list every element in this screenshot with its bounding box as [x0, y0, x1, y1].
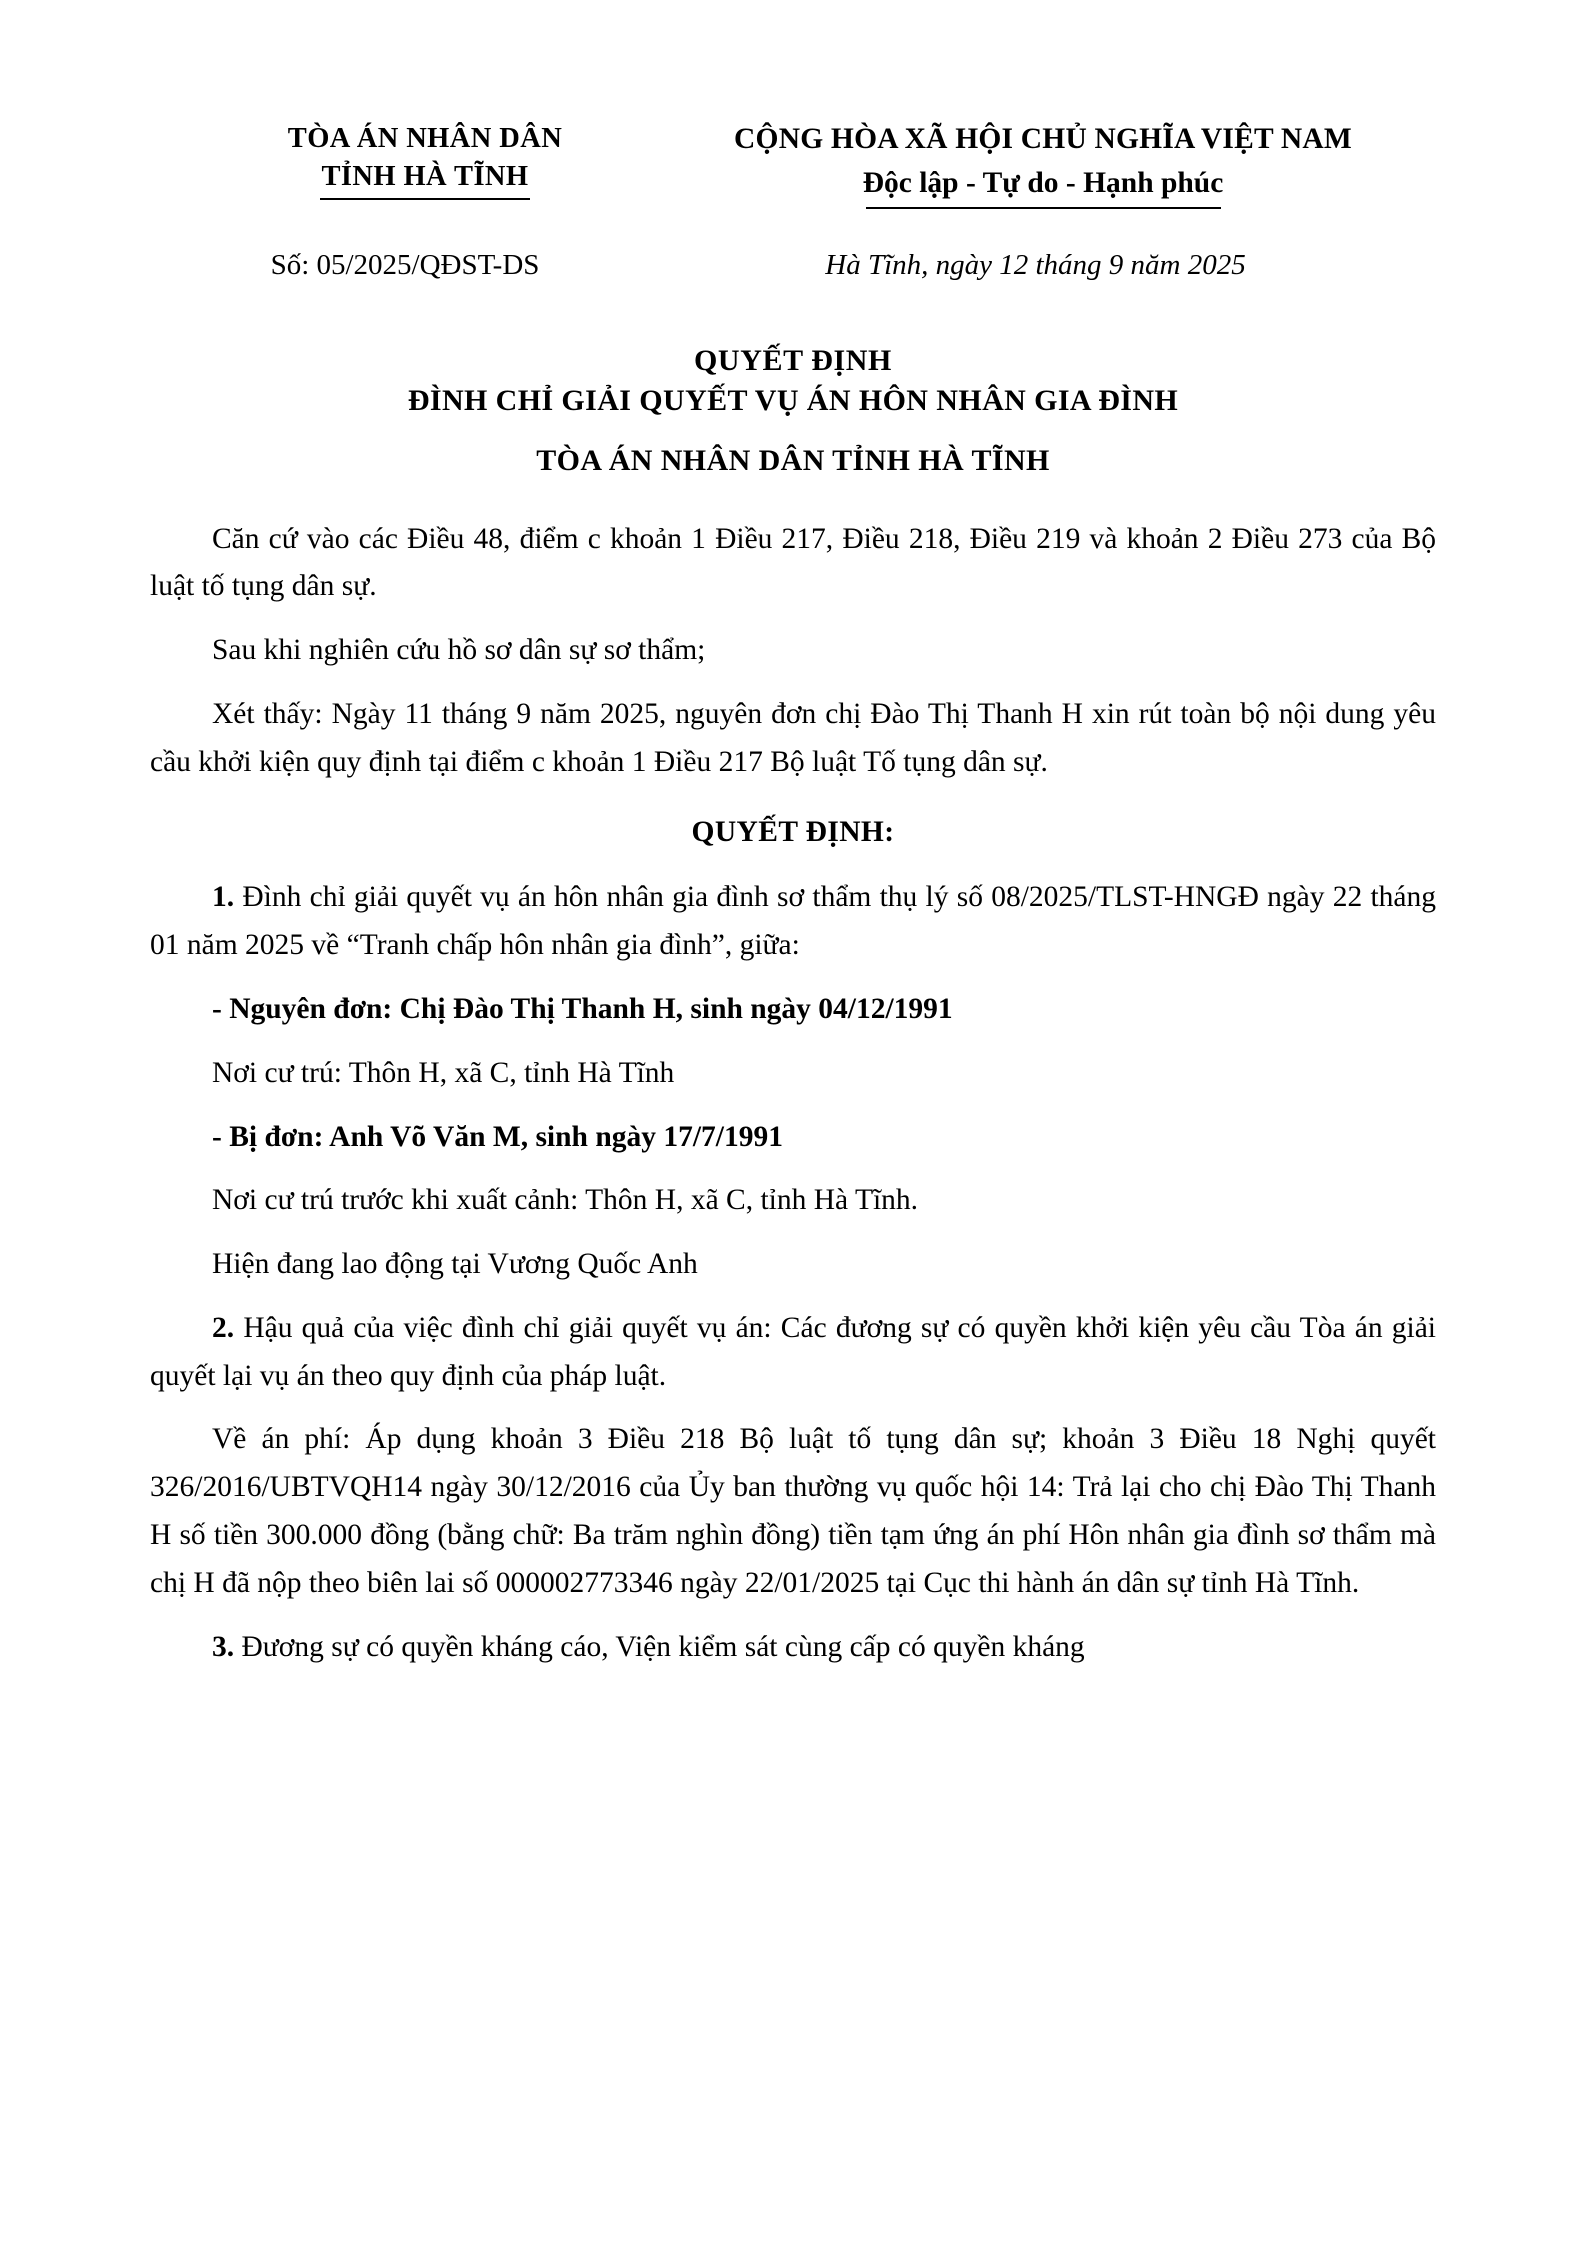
document-number: Số: 05/2025/QĐST-DS	[270, 248, 540, 281]
item-1-text: Đình chỉ giải quyết vụ án hôn nhân gia đình sơ thẩm thụ lý số 08/2025/TLST-HNGĐ ngày 22 tháng 01 năm 2025 về “Tranh chấp hôn nhân gia đình”, giữa:	[150, 881, 1437, 962]
paragraph-defendant	[150, 1114, 1436, 1162]
paragraph-defendant-work: Hiện đang lao động tại Vương Quốc Anh	[212, 1248, 698, 1281]
paragraph-plaintiff	[150, 986, 1436, 1034]
paragraph-legal-basis: Căn cứ vào các Điều 48, điểm c khoản 1 Điều 217, Điều 218, Điều 219 và khoản 2 Điều 273 của Bộ luật tố tụng dân sự.	[150, 522, 1436, 603]
document-body	[150, 516, 1436, 1672]
paragraph-item-3	[150, 1624, 1436, 1672]
item-3-number: 3.	[212, 1630, 235, 1663]
paragraph-consideration: Xét thấy: Ngày 11 tháng 9 năm 2025, nguyên đơn chị Đào Thị Thanh H xin rút toàn bộ nội dung yêu cầu khởi kiện quy định tại điểm c khoản 1 Điều 217 Bộ luật Tố tụng dân sự.	[150, 698, 1436, 778]
paragraph-plaintiff-address: Nơi cư trú: Thôn H, xã C, tỉnh Hà Tĩnh	[212, 1056, 675, 1089]
plaintiff-label: - Nguyên đơn: Chị Đào Thị Thanh H, sinh ngày 04/12/1991	[212, 992, 953, 1025]
paragraph-court-fees: Về án phí: Áp dụng khoản 3 Điều 218 Bộ luật tố tụng dân sự; khoản 3 Điều 18 Nghị quyết 326/2016/UBTVQH14 ngày 30/12/2016 của Ủy ban thường vụ quốc hội 14: Trả lại cho chị Đào Thị Thanh H số tiền 300.000 đồng (bằng chữ: Ba trăm nghìn đồng) tiền tạm ứng án phí Hôn nhân gia đình sơ thẩm mà chị H đã nộp theo biên lai số 000002773346 ngày 22/01/2025 tại Cục thi hành án dân sự tỉnh Hà Tĩnh.	[150, 1423, 1436, 1599]
court-name-line1: TÒA ÁN NHÂN DÂN	[287, 123, 563, 154]
item-2-text: Hậu quả của việc đình chỉ giải quyết vụ án: Các đương sự có quyền khởi kiện yêu cầu Tòa án giải quyết lại vụ án theo quy định của pháp luật.	[150, 1311, 1436, 1392]
court-underline-rule	[320, 198, 530, 200]
item-1-number: 1.	[212, 881, 235, 914]
document-header	[150, 120, 1436, 209]
title-court: TÒA ÁN NHÂN DÂN TỈNH HÀ TĨNH	[536, 443, 1050, 477]
republic-title: CỘNG HÒA XÃ HỘI CHỦ NGHĨA VIỆT NAM	[734, 123, 1352, 155]
document-subheader	[150, 249, 1436, 282]
court-name-line2: TỈNH HÀ TĨNH	[321, 160, 529, 192]
title-decision: QUYẾT ĐỊNH	[694, 343, 892, 377]
title-subject: ĐÌNH CHỈ GIẢI QUYẾT VỤ ÁN HÔN NHÂN GIA ĐÌNH	[407, 383, 1179, 417]
decision-heading: QUYẾT ĐỊNH:	[691, 815, 895, 848]
paragraph-item-2	[150, 1305, 1436, 1401]
paragraph-item-1	[150, 874, 1436, 970]
paragraph-after-study: Sau khi nghiên cứu hồ sơ dân sự sơ thẩm;	[212, 634, 706, 667]
item-2-number: 2.	[212, 1311, 235, 1344]
defendant-label: - Bị đơn: Anh Võ Văn M, sinh ngày 17/7/1991	[212, 1120, 783, 1153]
document-titles	[150, 344, 1436, 478]
item-3-text: Đương sự có quyền kháng cáo, Viện kiểm sát cùng cấp có quyền kháng	[241, 1630, 1085, 1663]
national-motto: Độc lập - Tự do - Hạnh phúc	[862, 167, 1224, 200]
national-heading-block	[660, 120, 1436, 209]
court-block	[150, 120, 660, 200]
place-and-date: Hà Tĩnh, ngày 12 tháng 9 năm 2025	[825, 248, 1246, 281]
motto-underline-rule	[866, 207, 1221, 209]
paragraph-defendant-address: Nơi cư trú trước khi xuất cảnh: Thôn H, xã C, tỉnh Hà Tĩnh.	[212, 1184, 919, 1217]
